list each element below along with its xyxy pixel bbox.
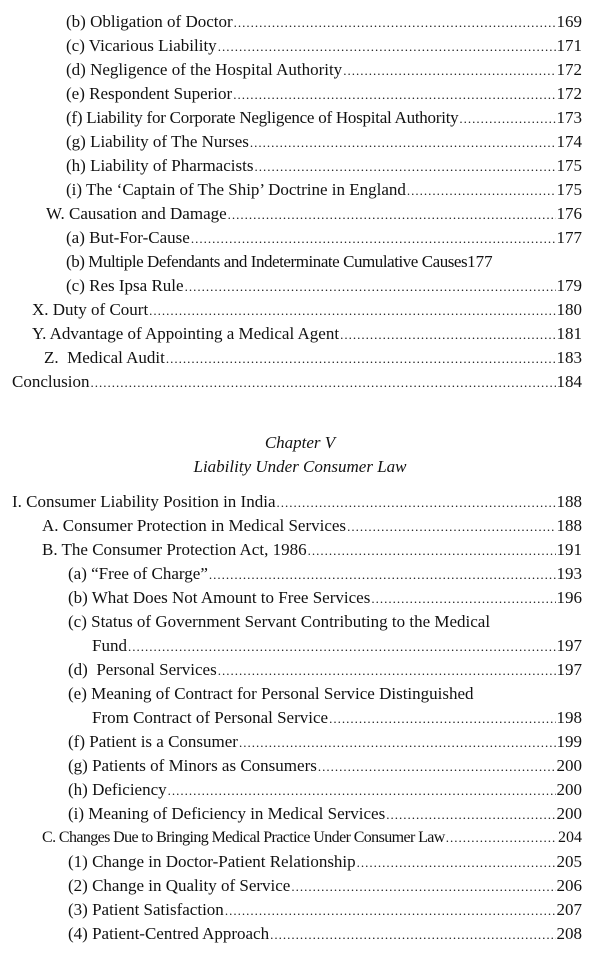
toc-entry-page: 173 [556, 108, 582, 127]
toc-entry-label: I. Consumer Liability Position in India [12, 492, 276, 511]
toc-entry-page: 177 [556, 228, 582, 247]
toc-entry-page: 205 [556, 852, 582, 871]
toc-entry-page: 204 [558, 829, 582, 846]
toc-entry [66, 180, 582, 200]
toc-entry-page: 200 [556, 804, 582, 823]
toc-entry-label: Fund [92, 636, 127, 655]
toc-entry [46, 204, 582, 224]
leader-dots [357, 853, 556, 873]
toc-entry [66, 12, 582, 32]
leader-dots [209, 565, 556, 585]
toc-entry [68, 876, 582, 896]
toc-entry-label: (a) But-For-Cause [66, 228, 190, 247]
toc-entry [92, 708, 582, 728]
toc-entry-label: (f) Liability for Corporate Negligence of Hospital Authority [66, 108, 459, 127]
leader-dots [459, 109, 555, 129]
toc-entry-label: X. Duty of Court [32, 300, 149, 319]
toc-entry [68, 804, 582, 824]
leader-dots [149, 301, 555, 321]
toc-entry-label: (g) Liability of The Nurses [66, 132, 249, 151]
toc-entry-label: (3) Patient Satisfaction [68, 900, 224, 919]
toc-entry-label: (1) Change in Doctor-Patient Relationship [68, 852, 356, 871]
toc-entry-label: (i) Meaning of Deficiency in Medical Services [68, 804, 386, 823]
toc-entry [68, 732, 582, 752]
toc-entry-label: (h) Deficiency [68, 780, 167, 799]
toc-entry [66, 156, 582, 176]
leader-dots [270, 925, 555, 945]
leader-dots [318, 757, 556, 777]
toc-entry-page: 208 [556, 924, 582, 943]
leader-dots [343, 61, 555, 81]
toc-entry [66, 132, 582, 152]
leader-dots [291, 877, 555, 897]
leader-dots [128, 637, 556, 657]
toc-entry-page: 179 [556, 276, 582, 295]
leader-dots [228, 205, 556, 225]
toc-entry [32, 324, 582, 344]
toc-entry-label: (d) Negligence of the Hospital Authority [66, 60, 343, 79]
toc-entry [68, 564, 582, 584]
toc-entry-label: (d) Personal Services [68, 660, 217, 679]
toc-entry-page: 197 [556, 636, 582, 655]
toc-entry-label: (b) What Does Not Amount to Free Services [68, 588, 371, 607]
toc-entry-page: 176 [556, 204, 582, 223]
toc-entry-label: (c) Status of Government Servant Contributing to the Medical [68, 612, 491, 631]
toc-entry-label: (b) Multiple Defendants and Indeterminate Cumulative Causes [66, 252, 468, 271]
toc-entry-label: (b) Obligation of Doctor [66, 12, 233, 31]
leader-dots [446, 828, 557, 848]
toc-entry-page: 200 [556, 780, 582, 799]
toc-entry-label: (2) Change in Quality of Service [68, 876, 291, 895]
toc-entry [12, 372, 582, 392]
leader-dots [276, 493, 555, 513]
chapter-number: Chapter V [264, 433, 336, 452]
toc-entry [68, 780, 582, 800]
toc-entry [92, 636, 582, 656]
toc-entry-page: 207 [556, 900, 582, 919]
leader-dots [371, 589, 555, 609]
leader-dots [234, 13, 556, 33]
toc-entry-page: 184 [556, 372, 582, 391]
leader-dots [185, 277, 556, 297]
toc-entry-page: 180 [556, 300, 582, 319]
leader-dots [250, 133, 556, 153]
leader-dots [225, 901, 556, 921]
toc-entry-page: 175 [556, 156, 582, 175]
toc-entry [68, 924, 582, 944]
toc-entry [68, 852, 582, 872]
toc-entry [42, 516, 582, 536]
toc-entry-page: 199 [556, 732, 582, 751]
toc-entry-label: (f) Patient is a Consumer [68, 732, 238, 751]
toc-entry-page: 172 [556, 84, 582, 103]
toc-entry-page: 200 [556, 756, 582, 775]
toc-entry-page: 206 [556, 876, 582, 895]
toc-entry [68, 588, 582, 608]
toc-entry-label: (h) Liability of Pharmacists [66, 156, 254, 175]
toc-entry-label: From Contract of Personal Service [92, 708, 329, 727]
toc-entry-page: 181 [556, 324, 582, 343]
leader-dots [329, 709, 555, 729]
toc-entry-page: 172 [556, 60, 582, 79]
chapter-title: Liability Under Consumer Law [193, 457, 407, 476]
toc-entry-label: (i) The ‘Captain of The Ship’ Doctrine in England [66, 180, 406, 199]
toc-entry-label: Y. Advantage of Appointing a Medical Agent [32, 324, 340, 343]
leader-dots [308, 541, 556, 561]
toc-entry [66, 252, 582, 272]
leader-dots [218, 661, 556, 681]
toc-entry-label: B. The Consumer Protection Act, 1986 [42, 540, 307, 559]
toc-entry-page: 198 [556, 708, 582, 727]
toc-entry-label: (c) Res Ipsa Rule [66, 276, 184, 295]
toc-entry-label: (a) “Free of Charge” [68, 564, 208, 583]
toc-entry-label: (e) Respondent Superior [66, 84, 233, 103]
toc-entry [66, 84, 582, 104]
toc-entry-label: A. Consumer Protection in Medical Services [42, 516, 347, 535]
toc-entry-page: 169 [556, 12, 582, 31]
toc-entry-page: 193 [556, 564, 582, 583]
leader-dots [386, 805, 555, 825]
toc-entry-page: 188 [556, 516, 582, 535]
toc-entry-label: (g) Patients of Minors as Consumers [68, 756, 317, 775]
toc-entry [68, 900, 582, 920]
toc-entry [68, 660, 582, 680]
toc-entry [32, 300, 582, 320]
toc-entry [66, 276, 582, 296]
toc-entry-label: (e) Meaning of Contract for Personal Service Distinguished [68, 684, 474, 703]
toc-entry-page: 191 [556, 540, 582, 559]
toc-entry [42, 828, 582, 848]
leader-dots [166, 349, 556, 369]
toc-entry [68, 756, 582, 776]
toc-entry [44, 348, 582, 368]
leader-dots [239, 733, 556, 753]
leader-dots [340, 325, 555, 345]
toc-entry [66, 60, 582, 80]
leader-dots [191, 229, 556, 249]
toc-entry-label: (c) Vicarious Liability [66, 36, 217, 55]
toc-entry-page: 171 [556, 36, 582, 55]
leader-dots [90, 373, 555, 393]
toc-entry-page: 177 [467, 252, 493, 271]
toc-entry-page: 183 [556, 348, 582, 367]
toc-entry [66, 36, 582, 56]
leader-dots [254, 157, 555, 177]
leader-dots [347, 517, 555, 537]
toc-entry-label: W. Causation and Damage [46, 204, 227, 223]
leader-dots [233, 85, 555, 105]
toc-entry-page: 174 [556, 132, 582, 151]
leader-dots [407, 181, 556, 201]
toc-entry-label: Z. Medical Audit [44, 348, 165, 367]
toc-entry-label: C. Changes Due to Bringing Medical Practice Under Consumer Law [42, 829, 445, 846]
toc-entry [12, 492, 582, 512]
toc-entry [66, 108, 582, 128]
toc-entry [42, 540, 582, 560]
toc-entry-label: (4) Patient-Centred Approach [68, 924, 270, 943]
leader-dots [218, 37, 556, 57]
toc-entry-page: 175 [556, 180, 582, 199]
toc-entry-page: 197 [556, 660, 582, 679]
leader-dots [168, 781, 556, 801]
toc-entry-page: 196 [556, 588, 582, 607]
toc-entry-label: Conclusion [12, 372, 90, 391]
toc-entry-page: 188 [556, 492, 582, 511]
toc-entry [66, 228, 582, 248]
